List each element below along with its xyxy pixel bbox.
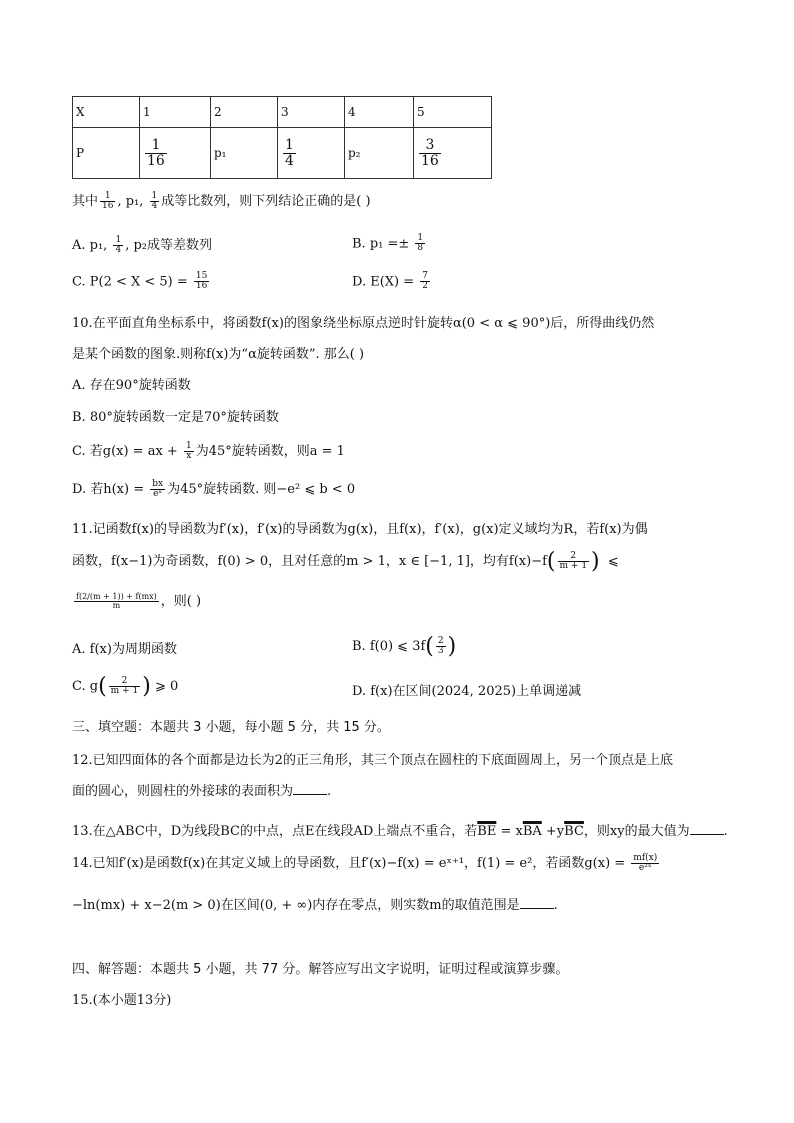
q11-line2: 函数，f(x−1)为奇函数，f(0) > 0，且对任意的m > 1，x ∈ [−1, 1]，均有f(x)−f( $\frac{2}{m + 1}$ ) ⩽ — [72, 549, 619, 574]
q9-stem: 其中 $\frac{1}{16}$ , p₁, $\frac{1}{4}$ 成等比数列，则下列结论正确的是( ) — [72, 190, 371, 211]
q12-line2: 面的圆心，则圆柱的外接球的表面积为 . — [72, 784, 332, 799]
q10-option-b: B. 80°旋转函数一定是70°旋转函数 — [72, 410, 279, 425]
table-cell: 1 — [140, 97, 211, 128]
q11-option-b: B. f(0) ⩽ 3f( $\frac{2}{3}$ ) — [352, 634, 457, 659]
table-row — [73, 128, 492, 179]
table-row — [73, 97, 492, 128]
q11-option-a: A. f(x)为周期函数 — [72, 642, 177, 657]
table-cell: $\frac{1}{16}$ — [140, 128, 211, 179]
q13-line: 13.在△ABC中，D为线段BC的中点，点E在线段AD上端点不重合，若$\overline{BE} = x\overline{BA} +y\overline{BC}$，则xy的最大值为 . — [72, 824, 728, 839]
q10-option-c: C. 若g(x) = ax + $\frac{1}{x}$ 为45°旋转函数，则a = 1 — [72, 440, 345, 461]
table-cell: P — [73, 128, 140, 179]
q14-line2: −ln(mx) + x−2(m > 0)在区间(0, + ∞)内存在零点，则实数m的取值范围是 . — [72, 898, 558, 913]
q10-option-d: D. 若h(x) = $\frac{bx}{\text{eˣ}}$ 为45°旋转函数. 则−e² ⩽ b < 0 — [72, 478, 356, 499]
table-cell: 5 — [414, 97, 492, 128]
table-cell: 2 — [211, 97, 278, 128]
table-cell: $\frac{3}{16}$ — [414, 128, 492, 179]
table-cell: 3 — [278, 97, 345, 128]
q11-option-d: D. f(x)在区间(2024, 2025)上单调递减 — [352, 684, 582, 699]
table-cell: p₁ — [211, 128, 278, 179]
q11-line1: 11.记函数f(x)的导函数为f′(x)，f′(x)的导函数为g(x)，且f(x)，f′(x)，g(x)定义域均为R，若f(x)为偶 — [72, 522, 648, 537]
q9-option-d: D. E(X) = $\frac{7}{2}$ — [352, 271, 429, 292]
q11-option-c: C. g( $\frac{2}{m + 1}$ ) ⩾ 0 — [72, 674, 179, 699]
q9-option-b: B. p₁ =± $\frac{1}{8}$ — [352, 233, 424, 254]
q10-line1: 10.在平面直角坐标系中，将函数f(x)的图象绕坐标原点逆时针旋转α(0 < α ⩽ 90°)后，所得曲线仍然 — [72, 316, 655, 331]
q11-line3: $\frac{f(2/(m + 1)) + f(mx)}{m}$ ，则( ) — [76, 591, 202, 610]
table-cell: 4 — [345, 97, 414, 128]
distribution-table — [72, 96, 492, 179]
q14-line1: 14.已知f′(x)是函数f(x)在其定义域上的导函数，且f′(x)−f(x) = eˣ⁺¹，f(1) = e²，若函数g(x) = $\frac{mf(x)}{\text{e²ˣ}}$ — [72, 852, 658, 873]
q12-line1: 12.已知四面体的各个面都是边长为2的正三角形，其三个顶点在圆柱的下底面圆周上，另一个顶点是上底 — [72, 753, 673, 768]
table-cell: $\frac{1}{4}$ — [278, 128, 345, 179]
section-answer-heading: 四、解答题：本题共 5 小题，共 77 分。解答应写出文字说明，证明过程或演算步骤。 — [72, 962, 569, 977]
q10-line2: 是某个函数的图象.则称f(x)为“α旋转函数”. 那么( ) — [72, 347, 365, 362]
table-cell: X — [73, 97, 140, 128]
table-cell: p₂ — [345, 128, 414, 179]
section-fill-in-heading: 三、填空题：本题共 3 小题，每小题 5 分，共 15 分。 — [72, 720, 390, 735]
q10-option-a: A. 存在90°旋转函数 — [72, 378, 191, 393]
q15-title: 15.(本小题13分) — [72, 993, 172, 1008]
q9-option-c: C. P(2 < X < 5) = $\frac{15}{16}$ — [72, 271, 208, 292]
q9-option-a: A. p₁, $\frac{1}{4}$ , p₂成等差数列 — [72, 234, 212, 255]
